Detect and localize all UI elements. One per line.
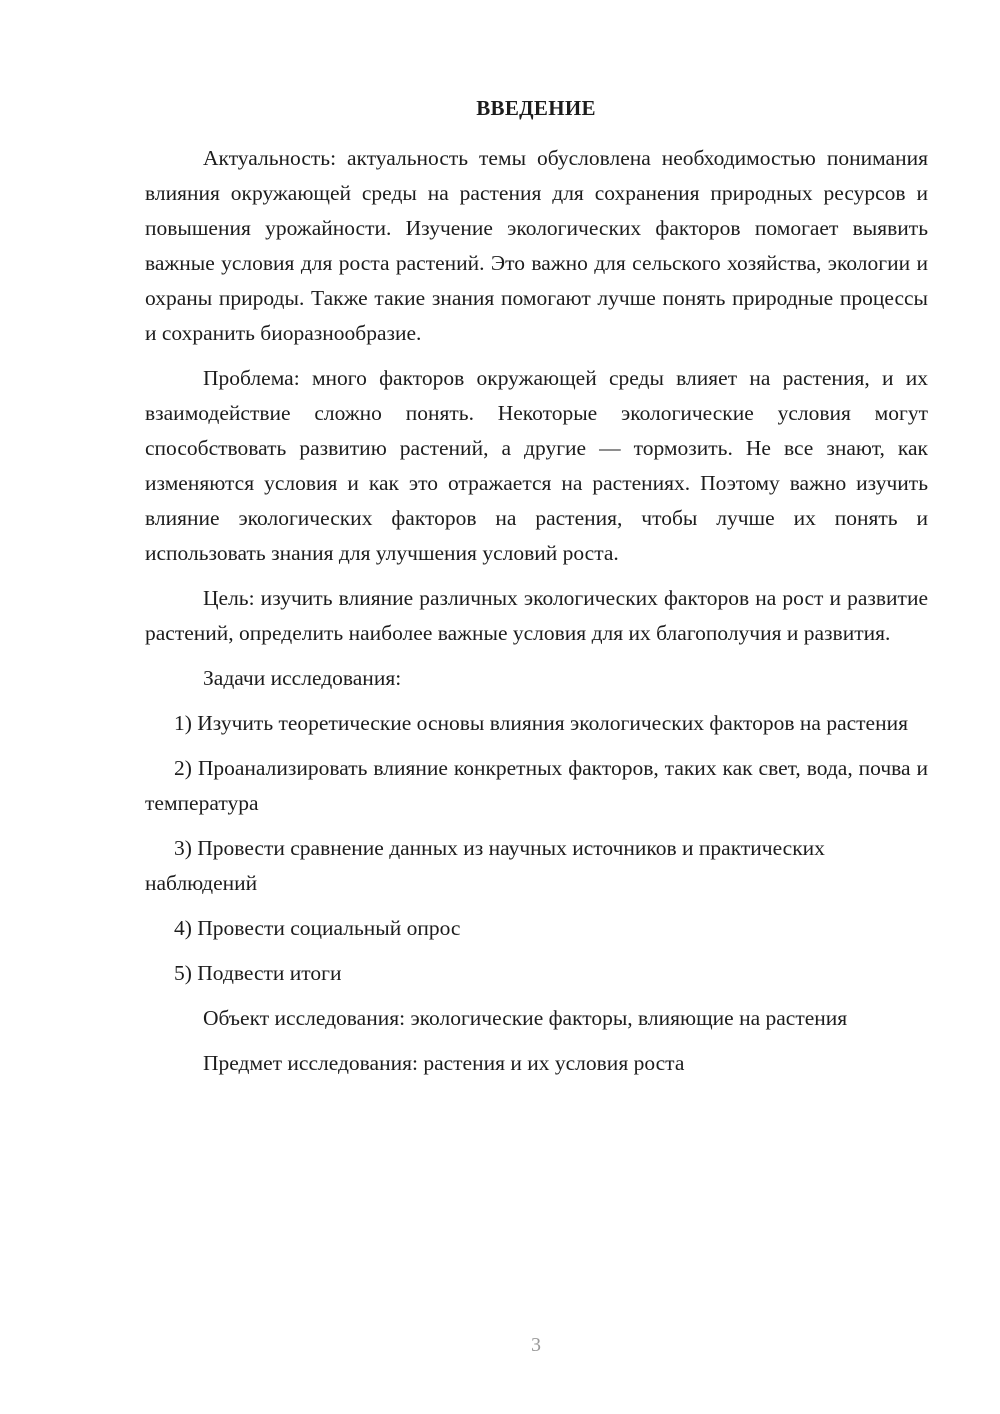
object-paragraph: Объект исследования: экологические факторы, влияющие на растения bbox=[203, 1006, 848, 1030]
task-item-2: 2) Проанализировать влияние конкретных факторов, таких как свет, вода, почва и температура bbox=[145, 756, 928, 815]
subject-paragraph: Предмет исследования: растения и их условия роста bbox=[203, 1051, 685, 1075]
task-item-4: 4) Провести социальный опрос bbox=[174, 916, 461, 940]
page-number: 3 bbox=[531, 1334, 541, 1356]
tasks-heading: Задачи исследования: bbox=[203, 666, 402, 690]
page-title: ВВЕДЕНИЕ bbox=[476, 96, 596, 120]
task-item-5: 5) Подвести итоги bbox=[174, 961, 342, 985]
goal-paragraph: Цель: изучить влияние различных экологических факторов на рост и развитие растений, определить наиболее важные условия для их благополучия и развития. bbox=[145, 586, 928, 645]
problem-paragraph: Проблема: много факторов окружающей среды влияет на растения, и их взаимодействие сложно понять. Некоторые экологические условия могут способствовать развитию растений, а другие — тормозить. Не все знают, как изменяются условия и как это отражается на растениях. Поэтому важно изучить влияние экологических факторов на растения, чтобы лучше их понять и использовать знания для улучшения условий роста. bbox=[145, 366, 928, 565]
relevance-paragraph: Актуальность: актуальность темы обусловлена необходимостью понимания влияния окружающей среды на растения для сохранения природных ресурсов и повышения урожайности. Изучение экологических факторов помогает выявить важные условия для роста растений. Это важно для сельского хозяйства, экологии и охраны природы. Также такие знания помогают лучше понять природные процессы и сохранить биоразнообразие. bbox=[145, 146, 928, 345]
document-body bbox=[145, 141, 928, 1091]
task-item-3: 3) Провести сравнение данных из научных источников и практических наблюдений bbox=[145, 836, 825, 895]
task-item-1: 1) Изучить теоретические основы влияния экологических факторов на растения bbox=[174, 711, 908, 735]
